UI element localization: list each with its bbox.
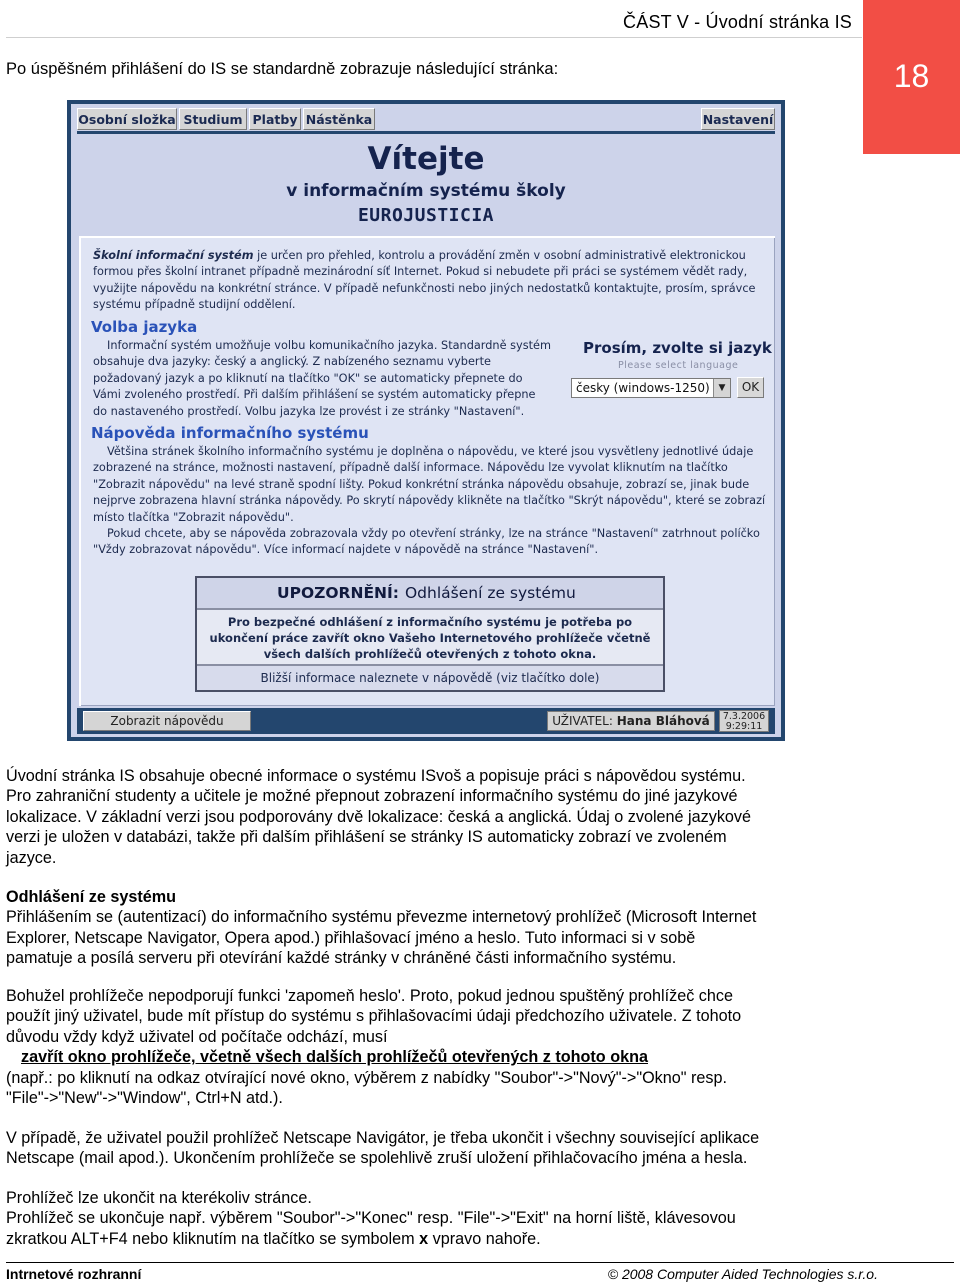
text-fragment: zkratkou ALT+F4 nebo kliknutím na tlačítko se symbolem xyxy=(6,1229,420,1248)
warning-footer: Bližší informace naleznete v nápovědě (viz tlačítko dole) xyxy=(197,666,663,690)
text-line: Úvodní stránka IS obsahuje obecné informace o systému ISvoš a popisuje práci s nápovědou systému. xyxy=(6,767,746,785)
language-box-title: Prosím, zvolte si jazyk xyxy=(583,339,772,357)
text-line: "File"->"New"->"Window", Ctrl+N atd.). xyxy=(6,1089,283,1108)
paragraph-language-info xyxy=(6,766,856,868)
text-fragment: vpravo nahoře. xyxy=(428,1229,541,1248)
language-box-subtitle: Please select language xyxy=(618,360,739,371)
tab-strip xyxy=(77,131,775,134)
welcome-title: Vítejte xyxy=(367,141,485,177)
text-line: Prohlížeč se ukončuje např. výběrem "Soubor"->"Konec" resp. "File"->"Exit" na horní liště, klávesovou xyxy=(6,1209,736,1228)
text-line: (např.: po kliknutí na odkaz otvírající nové okno, výběrem z nabídky "Soubor"->"Nový"->"Okno" resp. xyxy=(6,1068,727,1087)
text-line: Přihlášením se (autentizací) do informačního systému převezme internetový prohlížeč (Microsoft Internet xyxy=(6,908,757,927)
tab-study[interactable]: Studium xyxy=(179,108,247,130)
text-line: Prohlížeč lze ukončit na kterékoliv stránce. xyxy=(6,1189,312,1207)
text-line: důvodu vždy když uživatel od počítače odchází, musí xyxy=(6,1027,388,1046)
footer-left: Intrnetové rozhranní xyxy=(6,1266,142,1282)
user-label: UŽIVATEL: xyxy=(552,714,613,728)
tab-payments[interactable]: Platby xyxy=(249,108,301,130)
text-line: použít jiný uživatel, bude mít přístup do systému s přihlašovacími údaji předchozího uživatele. Z tohoto xyxy=(6,1007,742,1026)
tab-noticeboard[interactable]: Nástěnka xyxy=(303,108,375,130)
user-indicator xyxy=(547,711,715,731)
is-window xyxy=(71,104,781,737)
language-paragraph: Informační systém umožňuje volbu komunikačního jazyka. Standardně systém obsahuje dva jazyky: český a anglický. Z nabízeného seznamu vyberte požadovaný jazyk a po kliknutí na tlačítko "OK" se automaticky přepnete do Vámi zvoleného prostředí. Při dalším přihlášení se systém automaticky přepne do nastaveného prostředí. Volbu jazyka lze provést i ze stránky "Nastavení". xyxy=(93,339,551,418)
page-number: 18 xyxy=(893,58,930,94)
close-symbol: x xyxy=(419,1229,429,1248)
intro-paragraph xyxy=(93,248,769,314)
status-bar xyxy=(77,708,775,734)
text-line: lokalizace. V základní verzi jsou podporovány dvě lokalizace: česká a anglická. Údaj o zvolené jazykové xyxy=(6,807,752,826)
text-line: jazyce. xyxy=(6,848,57,867)
logout-heading: Odhlášení ze systému xyxy=(6,888,177,906)
chapter-title: ČÁST V - Úvodní stránka IS xyxy=(623,12,852,32)
text-line: Netscape (mail apod.). Ukončením prohlížeče se spolehlivě zruší uložení přihlačovacího jména a hesla. xyxy=(6,1149,748,1168)
footer-copyright: © 2008 Computer Aided Technologies s.r.o. xyxy=(607,1266,878,1282)
warning-body: Pro bezpečné odhlášení z informačního systému je potřeba po ukončení práce zavřít okno Vašeho Internetového prohlížeče včetně všech dalších prohlížečů otevřených z tohoto okna. xyxy=(197,610,663,664)
help-paragraph-2: Pokud chcete, aby se nápověda zobrazovala vždy po otevření stránky, lze na stránce "Nastavení" zatrhnout políčko "Vždy zobrazovat nápovědu". Více informací najdete v nápovědě na stránce "Nastavení". xyxy=(93,527,760,557)
page-number-box xyxy=(863,0,960,154)
school-name: EUROJUSTICIA xyxy=(357,205,495,226)
text-line xyxy=(6,1229,856,1249)
warning-header xyxy=(197,578,663,608)
help-heading: Nápověda informačního systému xyxy=(91,424,369,442)
welcome-subtitle: v informačním systému školy xyxy=(286,181,566,201)
current-date: 7.3.2006 xyxy=(722,711,766,722)
date-time-box xyxy=(719,710,769,732)
language-select[interactable] xyxy=(571,378,731,398)
help-paragraph-1: Většina stránek školního informačního systému je doplněna o nápovědu, ve které jsou vysvětleny jednotlivé údaje zobrazené na stránce, možnosti nastavení, případně další informace. Nápovědu lze vyvolat kliknutím na tlačítko "Zobrazit nápovědu" na levé straně spodní lišty. Pokud konkrétní stránka nápovědu obsahuje, zobrazí se, jinak bude nejprve zobrazena hlavní stránka nápovědy. Po skrytí nápovědy klikněte na tlačítko "Skrýt nápovědu", které se zobrazí místo tlačítka "Zobrazit nápovědu". xyxy=(93,445,766,524)
close-browser-warning: zavřít okno prohlížeče, včetně všech dalších prohlížečů otevřených z tohoto okna xyxy=(21,1048,648,1067)
paragraph-netscape xyxy=(6,1128,856,1169)
intro-paragraph-text: je určen pro přehled, kontrolu a provádění změn v osobní administrativě elektronickou formou přes školní intranet případně mezinárodní síť Internet. Pokud si nebudete při práci se systémem vědět rady, využijte nápovědu na konkrétní stránce. V případě nefunkčnosti nebo jiných nedostatků kontaktujte, prosím, správce systému případně studijní oddělení. xyxy=(93,249,756,312)
header-rule xyxy=(6,37,862,38)
user-name: Hana Bláhová xyxy=(616,714,710,728)
paragraph-logout xyxy=(6,887,856,969)
text-line: V případě, že uživatel použil prohlížeč Netscape Navigátor, je třeba ukončit i všechny související aplikace xyxy=(6,1129,760,1147)
content-panel xyxy=(79,236,775,706)
tab-bar xyxy=(77,108,775,132)
text-line: Explorer, Netscape Navigator, Opera apod.) přihlašovací jméno a heslo. Tuto informaci si v sobě xyxy=(6,928,696,947)
is-screenshot xyxy=(67,100,785,741)
text-line: verzi je uložen v databázi, takže při dalším přihlášení se stránky IS automaticky zobrazí ve zvoleném xyxy=(6,828,727,847)
show-help-button[interactable]: Zobrazit nápovědu xyxy=(83,711,251,731)
footer-rule xyxy=(6,1262,954,1263)
current-time: 9:29:11 xyxy=(725,721,763,732)
warning-label: UPOZORNĚNÍ: xyxy=(277,584,399,602)
language-select-value: česky (windows-1250) xyxy=(576,381,710,395)
chevron-down-icon[interactable]: ▼ xyxy=(713,379,730,397)
paragraph-close-browser xyxy=(6,1188,856,1249)
tab-personal-folder[interactable]: Osobní složka xyxy=(77,108,177,130)
intro-lead: Školní informační systém xyxy=(93,249,254,262)
language-ok-button[interactable]: OK xyxy=(737,377,764,398)
language-heading: Volba jazyka xyxy=(91,318,198,336)
welcome-banner xyxy=(71,140,781,228)
text-line: Pro zahraniční studenty a učitele je možné přepnout zobrazení informačního systému do jiné jazykové xyxy=(6,787,738,806)
paragraph-remember-password xyxy=(6,986,856,1108)
text-line: Bohužel prohlížeče nepodporují funkci 'zapomeň heslo'. Proto, pokud jednou spuštěný prohlížeč chce xyxy=(6,987,733,1005)
tab-settings[interactable]: Nastavení xyxy=(701,108,775,130)
warning-title: Odhlášení ze systému xyxy=(404,584,576,602)
text-line: pamatuje a posílá serveru při otevírání každé stránky v chráněné části informačního systému. xyxy=(6,949,677,968)
intro-text: Po úspěšném přihlášení do IS se standardně zobrazuje následující stránka: xyxy=(6,60,559,78)
logout-warning-box xyxy=(195,576,665,692)
